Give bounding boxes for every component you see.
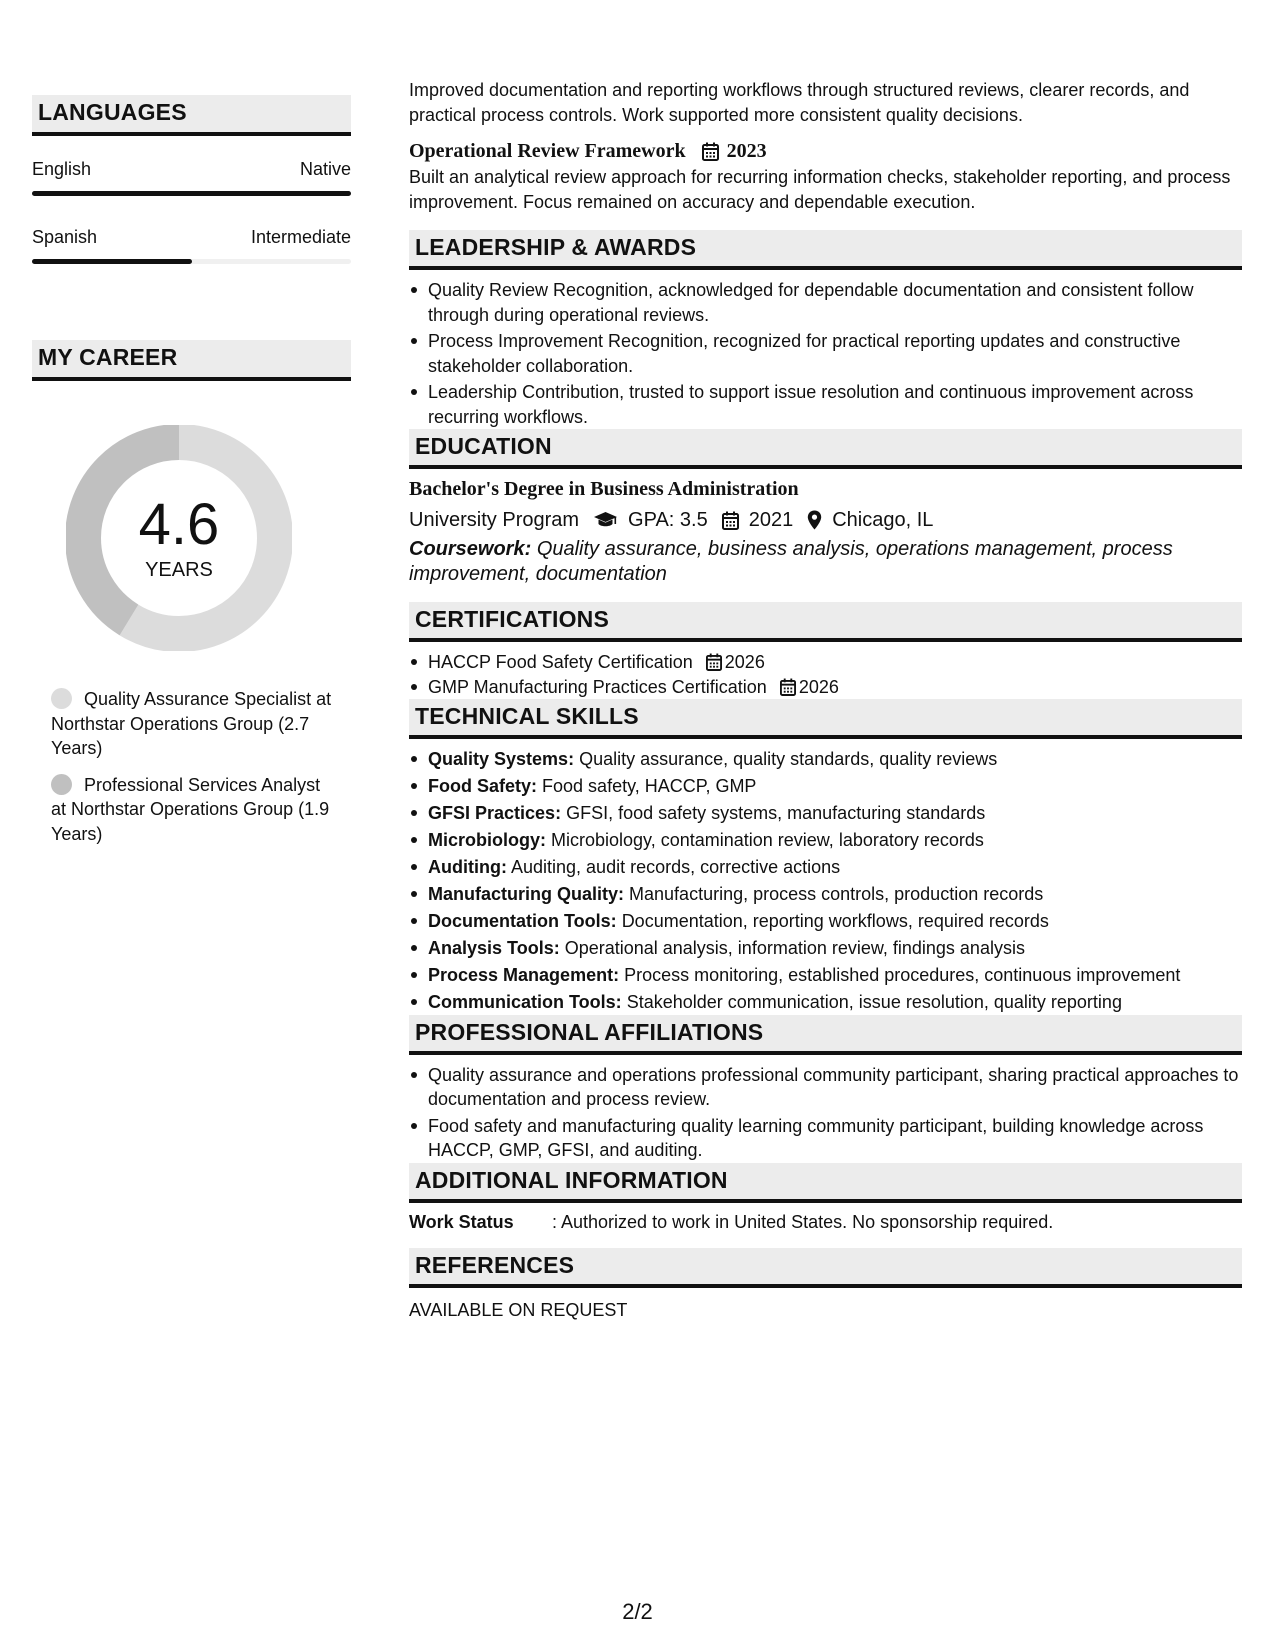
- skill-label: Food Safety:: [428, 776, 538, 796]
- coursework: [409, 537, 1242, 586]
- awards-heading: LEADERSHIP & AWARDS: [409, 230, 1242, 270]
- skill-label: Analysis Tools:: [428, 938, 560, 958]
- additional-info-heading: ADDITIONAL INFORMATION: [409, 1163, 1242, 1203]
- skill-label: Communication Tools:: [428, 992, 622, 1012]
- certifications-list: [409, 650, 1242, 699]
- career-legend: [51, 687, 336, 846]
- career-total-years: 4.6: [138, 492, 220, 557]
- certification-item: [409, 675, 1242, 700]
- project-year: 2023: [726, 140, 767, 162]
- skill-item: [409, 801, 1242, 826]
- work-status-value: : Authorized to work in United States. No sponsorship required.: [552, 1211, 1054, 1232]
- affiliations-list: [409, 1063, 1242, 1163]
- award-item: Leadership Contribution, trusted to support issue resolution and continuous improvement across recurring workflows.: [409, 380, 1242, 429]
- certification-item: [409, 650, 1242, 675]
- location-pin-icon: [807, 510, 822, 530]
- skill-item: [409, 774, 1242, 799]
- right-column: [409, 78, 1242, 1323]
- career-years-label: YEARS: [145, 559, 213, 581]
- work-status-label: Work Status: [409, 1211, 514, 1232]
- skill-value: Stakeholder communication, issue resolution, quality reporting: [626, 992, 1122, 1012]
- project-description: Improved documentation and reporting workflows through structured reviews, clearer records, and practical process controls. Work supported more consistent quality decisions.: [409, 80, 1190, 125]
- language-name: Spanish: [32, 227, 98, 247]
- skill-value: Process monitoring, established procedures, continuous improvement: [624, 965, 1181, 985]
- skill-label: Manufacturing Quality:: [428, 884, 625, 904]
- education-meta: [409, 506, 1242, 534]
- legend-label: Quality Assurance Specialist at Northstar Operations Group (2.7 Years): [51, 689, 332, 758]
- language-level: Intermediate: [250, 227, 351, 247]
- awards-list: [409, 278, 1242, 429]
- career-heading: MY CAREER: [32, 340, 351, 381]
- career-donut-chart: [66, 425, 292, 651]
- affiliation-item: Quality assurance and operations professional community participant, sharing practical approaches to documentation and process review.: [409, 1063, 1242, 1112]
- skill-label: Quality Systems:: [428, 749, 575, 769]
- skill-item: [409, 855, 1242, 880]
- skill-value: GFSI, food safety systems, manufacturing standards: [566, 803, 986, 823]
- skill-item: [409, 909, 1242, 934]
- project-description: Built an analytical review approach for recurring information checks, stakeholder reporting, and process improvement. Focus remained on accuracy and dependable execution.: [409, 167, 1231, 212]
- project-title-row: [409, 137, 1242, 165]
- certifications-heading: CERTIFICATIONS: [409, 602, 1242, 642]
- graduation-year: 2021: [748, 509, 794, 531]
- skills-heading: TECHNICAL SKILLS: [409, 699, 1242, 739]
- left-column: [32, 95, 351, 846]
- skill-item: [409, 936, 1242, 961]
- language-name: English: [32, 159, 92, 179]
- language-proficiency-fill: [32, 191, 351, 196]
- skill-value: Quality assurance, quality standards, quality reviews: [579, 749, 998, 769]
- certification-name: HACCP Food Safety Certification: [428, 652, 693, 672]
- affiliations-heading: PROFESSIONAL AFFILIATIONS: [409, 1015, 1242, 1055]
- references-text: AVAILABLE ON REQUEST: [409, 1300, 628, 1320]
- school-location: Chicago, IL: [832, 509, 934, 531]
- language-level: Native: [299, 159, 351, 179]
- skill-label: Documentation Tools:: [428, 911, 617, 931]
- skill-item: [409, 882, 1242, 907]
- school-name: University Program: [409, 509, 580, 531]
- education-heading: EDUCATION: [409, 429, 1242, 469]
- calendar-icon: [780, 678, 796, 696]
- language-spanish: [32, 226, 351, 264]
- calendar-icon: [702, 142, 719, 161]
- coursework-label: Coursework:: [409, 538, 532, 560]
- gpa: GPA: 3.5: [628, 509, 708, 531]
- skill-label: Process Management:: [428, 965, 620, 985]
- language-proficiency-fill: [32, 259, 192, 264]
- work-status-row: [409, 1210, 1242, 1235]
- career-legend-item: [51, 773, 336, 847]
- award-item: Process Improvement Recognition, recognized for practical reporting updates and constructive stakeholder collaboration.: [409, 329, 1242, 378]
- skill-value: Food safety, HACCP, GMP: [542, 776, 757, 796]
- calendar-icon: [706, 653, 722, 671]
- legend-label: Professional Services Analyst at Northstar Operations Group (1.9 Years): [51, 774, 330, 844]
- legend-dot: [51, 774, 72, 795]
- skill-item: [409, 990, 1242, 1015]
- legend-dot: [51, 688, 72, 709]
- degree-title: Bachelor's Degree in Business Administration: [409, 478, 799, 500]
- languages-heading: LANGUAGES: [32, 95, 351, 136]
- skill-label: Microbiology:: [428, 830, 546, 850]
- language-proficiency-bar: [32, 259, 351, 264]
- affiliation-item: Food safety and manufacturing quality learning community participant, building knowledge across HACCP, GMP, GFSI, and auditing.: [409, 1114, 1242, 1163]
- certification-year: 2026: [724, 652, 765, 672]
- coursework-list: Quality assurance, business analysis, operations management, process improvement, documentation: [409, 538, 1173, 585]
- language-proficiency-bar: [32, 191, 351, 196]
- language-english: [32, 158, 351, 196]
- skill-item: [409, 747, 1242, 772]
- skill-value: Manufacturing, process controls, production records: [629, 884, 1044, 904]
- skills-list: [409, 747, 1242, 1015]
- certification-year: 2026: [798, 676, 839, 697]
- calendar-icon: [722, 511, 739, 530]
- award-item: Quality Review Recognition, acknowledged for dependable documentation and consistent follow through during operational reviews.: [409, 278, 1242, 327]
- page-number: 2/2: [622, 1599, 653, 1624]
- skill-label: GFSI Practices:: [428, 803, 562, 823]
- skill-value: Auditing, audit records, corrective actions: [511, 857, 841, 877]
- certification-name: GMP Manufacturing Practices Certification: [428, 676, 767, 697]
- skill-value: Microbiology, contamination review, laboratory records: [551, 830, 984, 850]
- project-title: Operational Review Framework: [409, 140, 686, 162]
- graduation-cap-icon: [593, 511, 618, 529]
- skill-value: Operational analysis, information review, findings analysis: [564, 938, 1025, 958]
- career-legend-item: [51, 687, 336, 761]
- skill-item: [409, 828, 1242, 853]
- references-heading: REFERENCES: [409, 1248, 1242, 1288]
- skill-label: Auditing:: [428, 857, 507, 877]
- skill-value: Documentation, reporting workflows, required records: [621, 911, 1049, 931]
- skill-item: [409, 963, 1242, 988]
